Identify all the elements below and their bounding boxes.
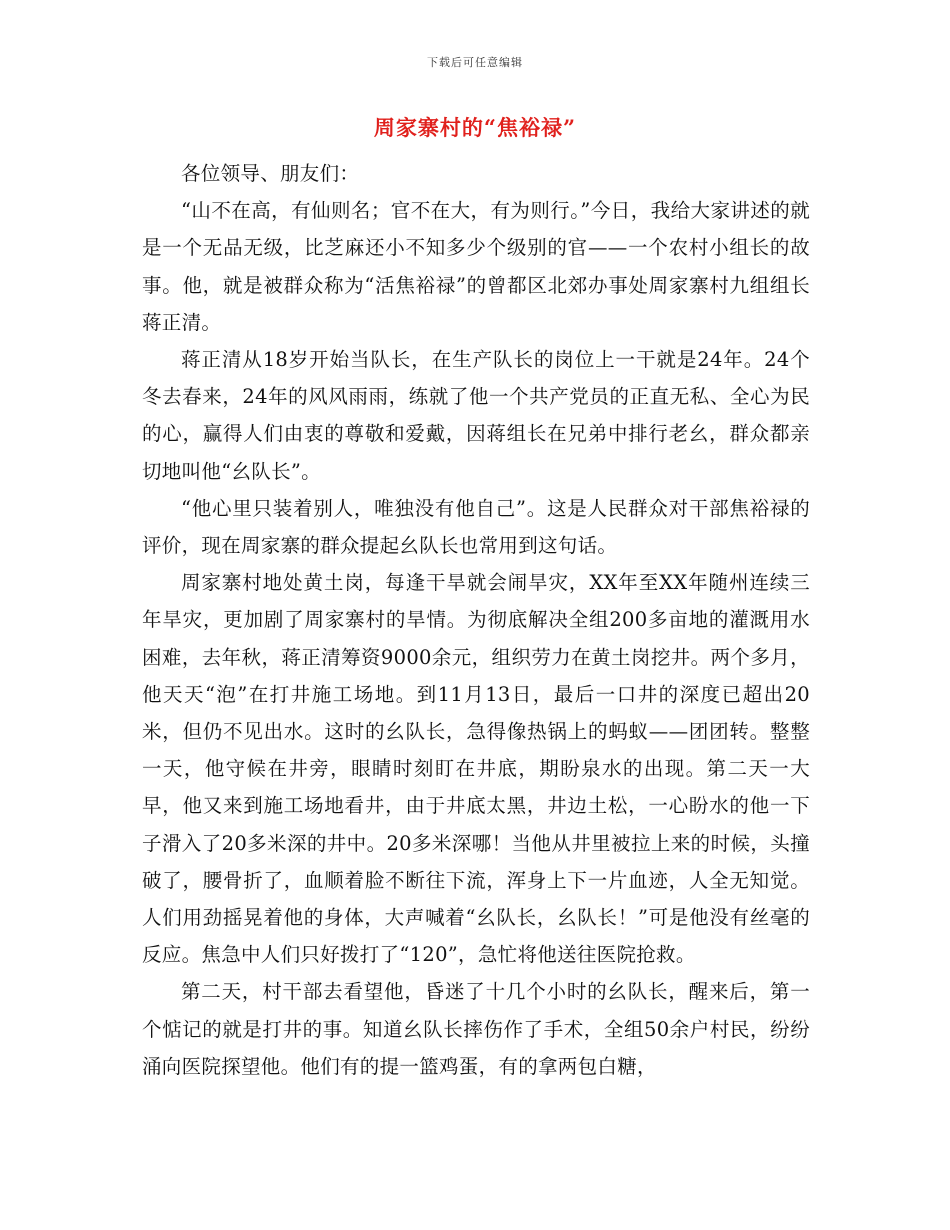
paragraph: 周家寨村地处黄土岗，每逢干旱就会闹旱灾，XX年至XX年随州连续三年旱灾，更加剧了周家寨村的旱情。为彻底解决全组200多亩地的灌溉用水困难，去年秋，蒋正清筹资9000余元，组织劳力在黄土岗挖井。两个多月，他天天“泡”在打井施工场地。到11月13日，最后一口井的深度已超出20米，但仍不见出水。这时的幺队长，急得像热锅上的蚂蚁——团团转。整整一天，他守候在井旁，眼睛时刻盯在井底，期盼泉水的出现。第二天一大早，他又来到施工场地看井，由于井底太黑，井边土松，一心盼水的他一下子滑入了20多米深的井中。20多米深哪！当他从井里被拉上来的时候，头撞破了，腰骨折了，血顺着脸不断往下流，浑身上下一片血迹，人全无知觉。人们用劲摇晃着他的身体，大声喊着“幺队长，幺队长！”可是他没有丝毫的反应。焦急中人们只好拨打了“120”，急忙将他送往医院抢救。 <box>142 571 810 967</box>
paragraph: 蒋正清从18岁开始当队长，在生产队长的岗位上一干就是24年。24个冬去春来，24年的风风雨雨，练就了他一个共产党员的正直无私、全心为民的心，赢得人们由衷的尊敬和爱戴，因蒋组长在兄弟中排行老幺，群众都亲切地叫他“幺队长”。 <box>142 348 810 483</box>
paragraph: “他心里只装着别人，唯独没有他自己”。这是人民群众对干部焦裕禄的评价，现在周家寨的群众提起幺队长也常用到这句话。 <box>142 496 810 558</box>
header-note: 下载后可任意编辑 <box>427 56 523 69</box>
document-title: 周家寨村的“焦裕禄” <box>373 115 577 140</box>
paragraph-salutation: 各位领导、朋友们： <box>181 162 360 185</box>
paragraph: 第二天，村干部去看望他，昏迷了十几个小时的幺队长，醒来后，第一个惦记的就是打井的事。知道幺队长摔伤作了手术，全组50余户村民，纷纷涌向医院探望他。他们有的提一篮鸡蛋，有的拿两包白糖， <box>142 980 810 1078</box>
document-body <box>142 155 810 1085</box>
paragraph: “山不在高，有仙则名；官不在大，有为则行。”今日，我给大家讲述的就是一个无品无级，比芝麻还小不知多少个级别的官——一个农村小组长的故事。他，就是被群众称为“活焦裕禄”的曾都区北郊办事处周家寨村九组组长蒋正清。 <box>142 199 810 334</box>
